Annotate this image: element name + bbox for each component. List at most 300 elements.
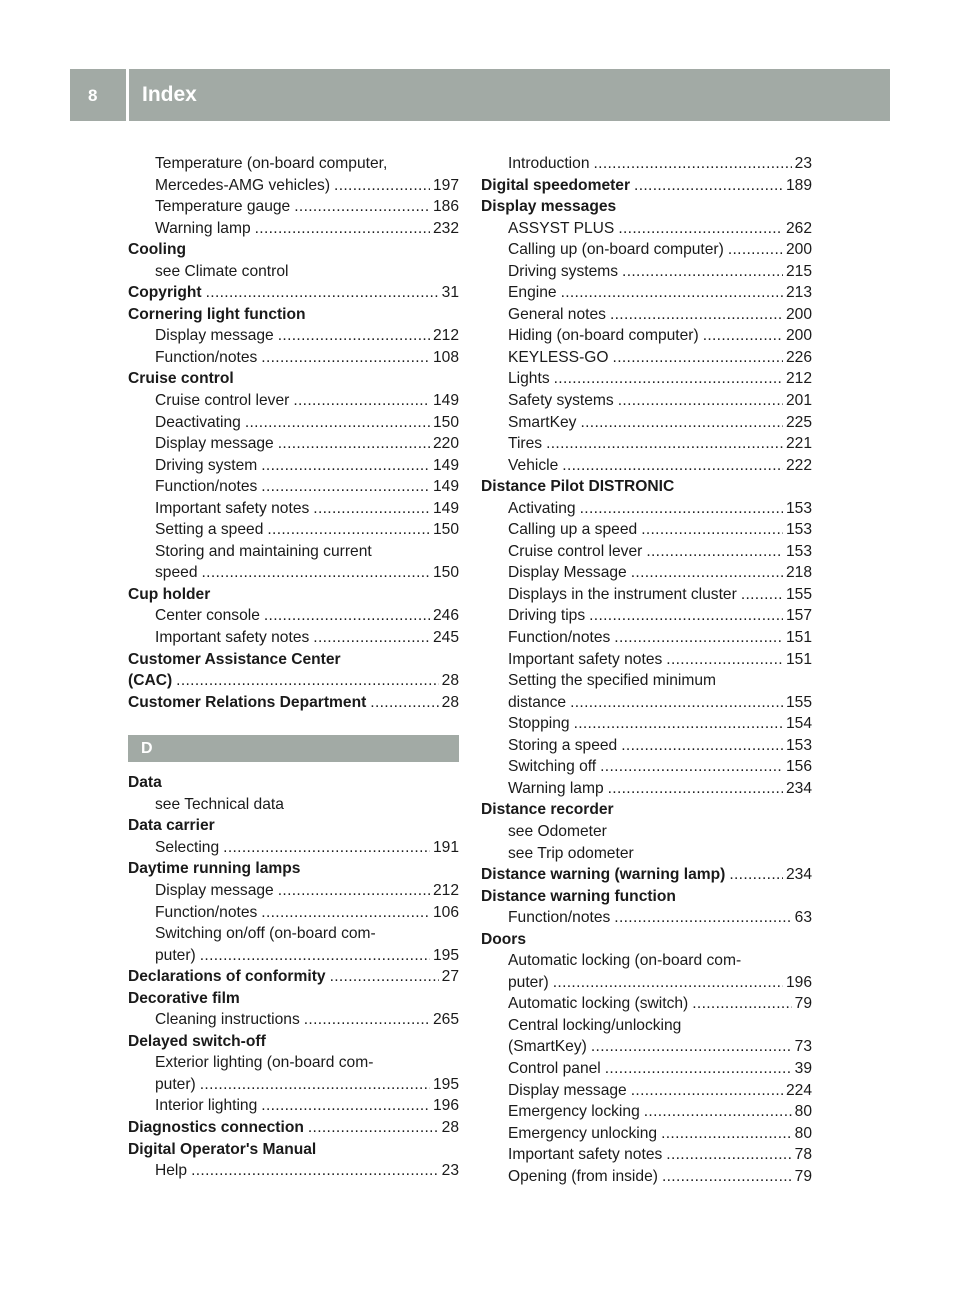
- entry-text: Doors: [481, 930, 527, 948]
- entry-text: speed: [155, 564, 198, 582]
- page-reference[interactable]: 79: [794, 995, 812, 1013]
- entry-text: Opening (from inside): [508, 1167, 658, 1185]
- index-subentry: [481, 304, 812, 326]
- entry-text: Display message: [155, 881, 274, 899]
- entry-text: Help: [155, 1162, 188, 1180]
- entry-text: Automatic locking (switch): [508, 995, 689, 1013]
- dot-leader: [223, 837, 430, 859]
- index-subentry: [128, 519, 459, 541]
- dot-leader: [666, 1144, 791, 1166]
- page-reference[interactable]: 201: [785, 392, 812, 410]
- index-subentry: [481, 907, 812, 929]
- entry-text: Tires: [508, 435, 543, 453]
- entry-text: Safety systems: [508, 392, 614, 410]
- index-subentry: [481, 325, 812, 347]
- dot-leader: [261, 347, 430, 369]
- page-reference[interactable]: 221: [785, 435, 812, 453]
- entry-text: Switching on/off (on-board com-: [155, 925, 376, 943]
- index-subentry: [481, 498, 812, 520]
- page-reference[interactable]: 154: [785, 715, 812, 733]
- entry-text: Lights: [508, 370, 550, 388]
- page-reference[interactable]: 108: [432, 348, 459, 366]
- dot-leader: [261, 476, 430, 498]
- entry-text: Automatic locking (on-board com-: [508, 952, 742, 970]
- entry-text: see Odometer: [508, 822, 607, 840]
- index-subentry: [481, 1080, 812, 1102]
- index-subentry: [481, 347, 812, 369]
- entry-text: puter): [155, 946, 196, 964]
- page-reference[interactable]: 197: [432, 176, 459, 194]
- dot-leader: [255, 218, 430, 240]
- index-entry: [128, 584, 459, 606]
- entry-text: Selecting: [155, 838, 220, 856]
- page-reference[interactable]: 23: [441, 1162, 459, 1180]
- index-subentry: [128, 476, 459, 498]
- entry-text: Stopping: [508, 715, 570, 733]
- entry-text: Delayed switch-off: [128, 1032, 266, 1050]
- entry-text: Important safety notes: [508, 650, 663, 668]
- entry-text: Center console: [155, 607, 260, 625]
- entry-text: Cruise control lever: [155, 392, 290, 410]
- entry-text: Temperature (on-board computer,: [155, 155, 388, 172]
- entry-text: see Technical data: [155, 795, 284, 813]
- page-reference[interactable]: 73: [794, 1038, 812, 1056]
- entry-text: Exterior lighting (on-board com-: [155, 1054, 374, 1072]
- index-entry: [481, 476, 812, 498]
- header-divider: [126, 69, 129, 121]
- page-reference[interactable]: 28: [441, 693, 459, 711]
- dot-leader: [304, 1009, 430, 1031]
- index-subentry: [128, 1160, 459, 1182]
- dot-leader: [614, 627, 783, 649]
- index-subentry: [481, 692, 812, 714]
- page-reference[interactable]: 245: [432, 629, 459, 647]
- entry-text: Cornering light function: [128, 305, 306, 323]
- page-reference[interactable]: 149: [432, 392, 459, 410]
- entry-text: Emergency unlocking: [508, 1124, 658, 1142]
- entry-text: Displays in the instrument cluster: [508, 585, 737, 603]
- dot-leader: [666, 649, 783, 671]
- index-subentry: [128, 1052, 459, 1074]
- entry-text: (CAC): [128, 672, 173, 690]
- dot-leader: [278, 433, 430, 455]
- dot-leader: [554, 368, 783, 390]
- page-reference[interactable]: 226: [785, 348, 812, 366]
- entry-text: Display messages: [481, 198, 617, 216]
- index-subentry: [128, 794, 459, 816]
- index-entry: [128, 966, 459, 988]
- page-reference[interactable]: 186: [432, 198, 459, 216]
- index-subentry: [481, 843, 812, 865]
- index-subentry: [481, 368, 812, 390]
- dot-leader: [245, 412, 430, 434]
- index-entry: [128, 649, 459, 671]
- index-entry: [481, 175, 812, 197]
- index-subentry: [128, 541, 459, 563]
- index-subentry: [481, 584, 812, 606]
- dot-leader: [589, 605, 783, 627]
- dot-leader: [278, 325, 430, 347]
- index-subentry: [128, 1074, 459, 1096]
- index-subentry: [128, 218, 459, 240]
- entry-text: Distance warning (warning lamp): [481, 866, 726, 884]
- index-entry: [128, 815, 459, 837]
- entry-text: distance: [508, 693, 567, 711]
- page-reference[interactable]: 218: [785, 564, 812, 582]
- index-subentry: [481, 1123, 812, 1145]
- index-entry: [128, 1031, 459, 1053]
- entry-text: SmartKey: [508, 413, 577, 431]
- index-subentry: [128, 196, 459, 218]
- page-reference[interactable]: 232: [432, 219, 459, 237]
- page-reference[interactable]: 31: [441, 284, 459, 302]
- index-subentry: [481, 993, 812, 1015]
- entry-text: Function/notes: [155, 478, 258, 496]
- dot-leader: [591, 1036, 792, 1058]
- index-entry: [481, 864, 812, 886]
- index-subentry: [128, 1095, 459, 1117]
- entry-text: Customer Relations Department: [128, 693, 367, 711]
- page-reference[interactable]: 155: [785, 585, 812, 603]
- entry-text: Setting the specified minimum: [508, 672, 717, 690]
- index-subentry: [481, 239, 812, 261]
- dot-leader: [608, 778, 783, 800]
- entry-text: Display message: [155, 435, 274, 453]
- page-reference[interactable]: 234: [785, 866, 812, 884]
- entry-text: Display message: [508, 1081, 627, 1099]
- entry-text: Warning lamp: [155, 219, 251, 237]
- entry-text: Cleaning instructions: [155, 1011, 300, 1029]
- page-reference[interactable]: 213: [785, 284, 812, 302]
- dot-leader: [646, 541, 783, 563]
- entry-text: Distance recorder: [481, 801, 614, 819]
- page-reference[interactable]: 200: [785, 241, 812, 259]
- page-reference[interactable]: 79: [794, 1167, 812, 1185]
- index-entry: [128, 988, 459, 1010]
- entry-text: Emergency locking: [508, 1103, 640, 1121]
- index-subentry: [128, 347, 459, 369]
- dot-leader: [729, 864, 783, 886]
- page-reference[interactable]: 80: [794, 1103, 812, 1121]
- dot-leader: [261, 902, 430, 924]
- entry-text: see Climate control: [155, 262, 289, 280]
- entry-text: Declarations of conformity: [128, 968, 326, 986]
- dot-leader: [600, 756, 783, 778]
- index-subentry: [128, 412, 459, 434]
- index-entry: [128, 304, 459, 326]
- index-subentry: [128, 880, 459, 902]
- entry-text: Setting a speed: [155, 521, 264, 539]
- index-subentry: [481, 1101, 812, 1123]
- index-subentry: [128, 605, 459, 627]
- section-letter-heading: D: [128, 735, 459, 762]
- entry-text: Display Message: [508, 564, 627, 582]
- entry-text: Activating: [508, 499, 576, 517]
- entry-text: see Trip odometer: [508, 844, 634, 862]
- page-reference[interactable]: 191: [432, 838, 459, 856]
- dot-leader: [293, 390, 430, 412]
- entry-text: Hiding (on-board computer): [508, 327, 699, 345]
- dot-leader: [330, 966, 439, 988]
- index-subentry: [481, 950, 812, 972]
- page-reference[interactable]: 39: [794, 1059, 812, 1077]
- dot-leader: [308, 1117, 439, 1139]
- dot-leader: [200, 1074, 430, 1096]
- entry-text: Important safety notes: [508, 1146, 663, 1164]
- index-subentry: [128, 498, 459, 520]
- dot-leader: [278, 880, 430, 902]
- page-reference[interactable]: 224: [785, 1081, 812, 1099]
- page-reference[interactable]: 212: [432, 881, 459, 899]
- index-subentry: [128, 175, 459, 197]
- entry-text: Distance warning function: [481, 887, 676, 905]
- entry-text: Daytime running lamps: [128, 860, 301, 878]
- page-reference[interactable]: 151: [785, 629, 812, 647]
- dot-leader: [580, 498, 783, 520]
- index-column-right: [481, 153, 812, 1187]
- entry-text: Data carrier: [128, 817, 215, 835]
- page-reference[interactable]: 157: [785, 607, 812, 625]
- page-header: [70, 69, 890, 121]
- entry-text: Driving systems: [508, 262, 619, 280]
- dot-leader: [561, 282, 783, 304]
- dot-leader: [728, 239, 783, 261]
- dot-leader: [621, 735, 783, 757]
- index-subentry: [128, 455, 459, 477]
- page-reference[interactable]: 200: [785, 327, 812, 345]
- entry-text: Important safety notes: [155, 499, 310, 517]
- dot-leader: [644, 1101, 792, 1123]
- page-reference[interactable]: 215: [785, 262, 812, 280]
- index-entry: [128, 239, 459, 261]
- entry-text: Cruise control lever: [508, 542, 643, 560]
- dot-leader: [574, 713, 783, 735]
- index-subentry: [481, 1036, 812, 1058]
- dot-leader: [202, 562, 430, 584]
- dot-leader: [562, 455, 783, 477]
- entry-text: Mercedes-AMG vehicles): [155, 176, 331, 194]
- index-entry: [128, 858, 459, 880]
- page-reference[interactable]: 149: [432, 456, 459, 474]
- dot-leader: [741, 584, 783, 606]
- index-subentry: [481, 649, 812, 671]
- dot-leader: [264, 605, 430, 627]
- index-subentry: [481, 433, 812, 455]
- dot-leader: [261, 455, 430, 477]
- dot-leader: [631, 562, 783, 584]
- page-reference[interactable]: 78: [794, 1146, 812, 1164]
- entry-text: Function/notes: [508, 629, 611, 647]
- index-subentry: [481, 455, 812, 477]
- entry-text: Diagnostics connection: [128, 1118, 304, 1136]
- entry-text: Introduction: [508, 155, 590, 172]
- page-reference[interactable]: 23: [794, 155, 812, 172]
- entry-text: Customer Assistance Center: [128, 650, 341, 668]
- dot-leader: [631, 1080, 783, 1102]
- index-entry: [128, 772, 459, 794]
- page-reference[interactable]: 150: [432, 521, 459, 539]
- index-subentry: [128, 390, 459, 412]
- entry-text: Important safety notes: [155, 629, 310, 647]
- page-reference[interactable]: 196: [785, 973, 812, 991]
- dot-leader: [618, 390, 783, 412]
- dot-leader: [200, 945, 430, 967]
- index-subentry: [481, 541, 812, 563]
- dot-leader: [570, 692, 783, 714]
- page-reference[interactable]: 225: [785, 413, 812, 431]
- index-subentry: [481, 756, 812, 778]
- dot-leader: [191, 1160, 439, 1182]
- page-reference[interactable]: 195: [432, 1075, 459, 1093]
- index-entry: [481, 196, 812, 218]
- dot-leader: [605, 1058, 792, 1080]
- index-subentry: [128, 1009, 459, 1031]
- dot-leader: [703, 325, 783, 347]
- entry-text: Interior lighting: [155, 1097, 258, 1115]
- entry-text: ASSYST PLUS: [508, 219, 615, 237]
- page-reference[interactable]: 262: [785, 219, 812, 237]
- index-entry: [128, 282, 459, 304]
- dot-leader: [614, 907, 791, 929]
- entry-text: puter): [155, 1075, 196, 1093]
- entry-text: Vehicle: [508, 456, 559, 474]
- index-entry: [481, 929, 812, 951]
- dot-leader: [370, 692, 438, 714]
- dot-leader: [267, 519, 430, 541]
- entry-text: Storing a speed: [508, 736, 618, 754]
- entry-text: Driving tips: [508, 607, 586, 625]
- index-subentry: [481, 519, 812, 541]
- dot-leader: [661, 1123, 792, 1145]
- page-reference[interactable]: 153: [785, 521, 812, 539]
- index-subentry: [481, 282, 812, 304]
- page-reference[interactable]: 150: [432, 413, 459, 431]
- page-reference[interactable]: 153: [785, 736, 812, 754]
- index-entry: [128, 1139, 459, 1161]
- entry-text: Warning lamp: [508, 779, 604, 797]
- page-reference[interactable]: 189: [785, 176, 812, 194]
- entry-text: (SmartKey): [508, 1038, 587, 1056]
- entry-text: Cup holder: [128, 585, 211, 603]
- page-reference[interactable]: 222: [785, 456, 812, 474]
- entry-text: Cooling: [128, 241, 187, 259]
- entry-text: Calling up a speed: [508, 521, 638, 539]
- page-number: 8: [88, 86, 98, 105]
- page-reference[interactable]: 27: [441, 968, 459, 986]
- dot-leader: [594, 153, 792, 175]
- entry-text: Display message: [155, 327, 274, 345]
- index-subentry: [481, 218, 812, 240]
- index-subentry: [481, 562, 812, 584]
- dot-leader: [634, 175, 783, 197]
- index-entry: [128, 368, 459, 390]
- page-reference[interactable]: 212: [432, 327, 459, 345]
- index-subentry: [481, 627, 812, 649]
- entry-text: Storing and maintaining current: [155, 542, 372, 560]
- entry-text: Data: [128, 774, 162, 792]
- page-reference[interactable]: 200: [785, 305, 812, 323]
- page-reference[interactable]: 246: [432, 607, 459, 625]
- index-entry: [128, 1117, 459, 1139]
- dot-leader: [546, 433, 783, 455]
- entry-text: Digital speedometer: [481, 176, 631, 194]
- dot-leader: [662, 1166, 792, 1188]
- page-reference[interactable]: 196: [432, 1097, 459, 1115]
- entry-text: Function/notes: [155, 903, 258, 921]
- dot-leader: [618, 218, 783, 240]
- page-reference[interactable]: 234: [785, 779, 812, 797]
- index-subentry: [481, 972, 812, 994]
- entry-text: Copyright: [128, 284, 202, 302]
- page-reference[interactable]: 106: [432, 903, 459, 921]
- page-reference[interactable]: 28: [441, 1118, 459, 1136]
- page-reference[interactable]: 28: [441, 672, 459, 690]
- dot-leader: [641, 519, 783, 541]
- entry-text: Function/notes: [155, 348, 258, 366]
- page-reference[interactable]: 195: [432, 946, 459, 964]
- page-title: Index: [142, 83, 197, 106]
- page-reference[interactable]: 153: [785, 542, 812, 560]
- dot-leader: [206, 282, 439, 304]
- entry-text: Decorative film: [128, 989, 240, 1007]
- entry-text: Deactivating: [155, 413, 241, 431]
- page-reference[interactable]: 151: [785, 650, 812, 668]
- page-reference[interactable]: 80: [794, 1124, 812, 1142]
- dot-leader: [334, 175, 430, 197]
- entry-text: General notes: [508, 305, 606, 323]
- index-entry: [481, 799, 812, 821]
- index-entry: [481, 886, 812, 908]
- index-subentry: [128, 562, 459, 584]
- index-subentry: [481, 390, 812, 412]
- page-reference[interactable]: 212: [785, 370, 812, 388]
- page-reference[interactable]: 150: [432, 564, 459, 582]
- index-entry: [128, 692, 459, 714]
- entry-text: Temperature gauge: [155, 198, 291, 216]
- index-subentry: [481, 713, 812, 735]
- index-subentry: [128, 153, 459, 175]
- dot-leader: [313, 498, 430, 520]
- index-subentry: [481, 1058, 812, 1080]
- index-subentry: [481, 153, 812, 175]
- page-reference[interactable]: 156: [785, 758, 812, 776]
- index-subentry: [128, 945, 459, 967]
- index-subentry: [128, 433, 459, 455]
- page-reference[interactable]: 155: [785, 693, 812, 711]
- entry-text: Driving system: [155, 456, 258, 474]
- index-subentry: [481, 735, 812, 757]
- page-reference[interactable]: 149: [432, 478, 459, 496]
- entry-text: Switching off: [508, 758, 597, 776]
- index-subentry: [481, 1166, 812, 1188]
- dot-leader: [610, 304, 783, 326]
- dot-leader: [553, 972, 783, 994]
- entry-text: Engine: [508, 284, 557, 302]
- entry-text: Cruise control: [128, 370, 234, 388]
- page-reference[interactable]: 220: [432, 435, 459, 453]
- dot-leader: [261, 1095, 430, 1117]
- entry-text: KEYLESS-GO: [508, 348, 609, 366]
- index-subentry: [128, 325, 459, 347]
- dot-leader: [580, 412, 783, 434]
- page-reference[interactable]: 265: [432, 1011, 459, 1029]
- index-subentry: [481, 670, 812, 692]
- page-reference[interactable]: 63: [794, 909, 812, 927]
- index-subentry: [128, 923, 459, 945]
- page-reference[interactable]: 153: [785, 499, 812, 517]
- index-subentry: [128, 261, 459, 283]
- page-reference[interactable]: 149: [432, 499, 459, 517]
